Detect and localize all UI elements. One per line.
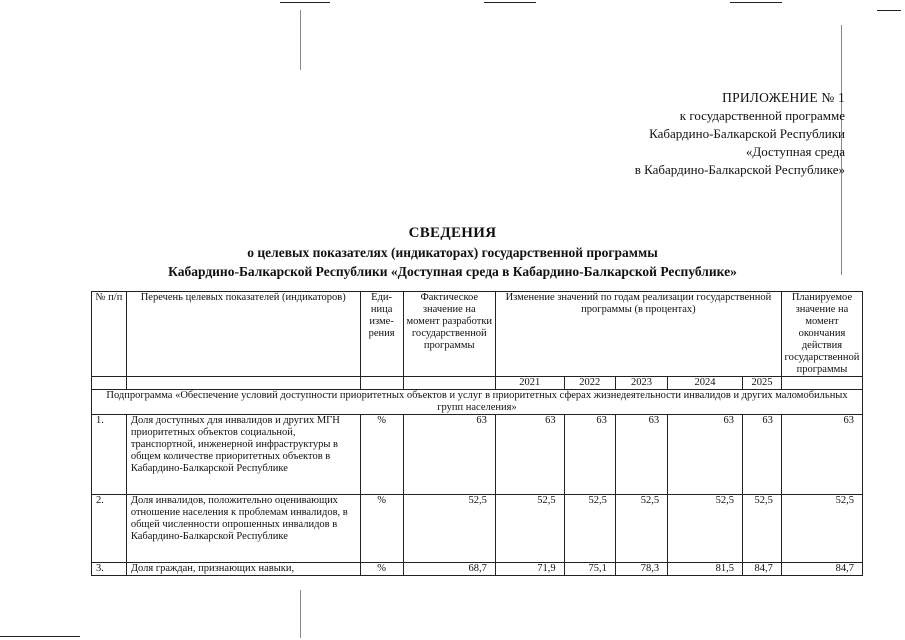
empty-cell <box>781 377 862 390</box>
unit-cell: % <box>360 563 403 576</box>
title-line: о целевых показателях (индикаторах) государственной программы <box>247 245 658 260</box>
scan-mark <box>300 590 301 638</box>
year-value: 71,9 <box>495 563 564 576</box>
annex-line: в Кабардино-Балкарской Республике» <box>634 162 845 177</box>
unit-cell: % <box>360 495 403 563</box>
year-value: 63 <box>564 415 615 495</box>
empty-cell <box>92 377 127 390</box>
year-cell: 2025 <box>742 377 781 390</box>
year-value: 52,5 <box>668 495 743 563</box>
header-change: Изменение значений по годам реализации государственной программы (в процентах) <box>495 292 781 377</box>
unit-cell: % <box>360 415 403 495</box>
actual-value: 68,7 <box>403 563 495 576</box>
year-value: 84,7 <box>742 563 781 576</box>
title-heading: СВЕДЕНИЯ <box>408 225 497 241</box>
scan-mark <box>484 2 536 3</box>
empty-cell <box>403 377 495 390</box>
subprogram-row <box>92 390 863 415</box>
year-cell: 2023 <box>615 377 667 390</box>
row-number: 2. <box>92 495 127 563</box>
planned-value: 84,7 <box>781 563 862 576</box>
empty-cell <box>360 377 403 390</box>
year-value: 52,5 <box>742 495 781 563</box>
header-actual: Фактическое значение на момент разработки государственной программы <box>403 292 495 377</box>
document-title <box>0 224 905 281</box>
header-planned: Планируемое значение на момент окончания действия государственной программы <box>781 292 862 377</box>
header-unit: Еди-ница изме-рения <box>360 292 403 377</box>
scan-mark <box>280 2 330 3</box>
year-cell: 2021 <box>495 377 564 390</box>
table-row <box>92 495 863 563</box>
actual-value: 63 <box>403 415 495 495</box>
row-number: 3. <box>92 563 127 576</box>
year-value: 78,3 <box>615 563 667 576</box>
header-indicators: Перечень целевых показателей (индикаторов) <box>126 292 360 377</box>
indicators-table <box>91 291 863 576</box>
row-number: 1. <box>92 415 127 495</box>
year-value: 52,5 <box>564 495 615 563</box>
table-row <box>92 415 863 495</box>
year-cell: 2024 <box>668 377 743 390</box>
scan-mark <box>877 10 901 11</box>
header-row <box>92 292 863 377</box>
year-value: 75,1 <box>564 563 615 576</box>
planned-value: 52,5 <box>781 495 862 563</box>
planned-value: 63 <box>781 415 862 495</box>
indicator-name: Доля инвалидов, положительно оценивающих отношение населения к проблемам инвалидов, в общей численности опрошенных инвалидов в Кабардино-Балкарской Республике <box>126 495 360 563</box>
annex-heading: ПРИЛОЖЕНИЕ № 1 <box>722 90 845 105</box>
scan-mark <box>0 636 80 637</box>
subprogram-title: Подпрограмма «Обеспечение условий доступности приоритетных объектов и услуг в приоритетных сферах жизнедеятельности инвалидов и других маломобильных групп населения» <box>92 390 863 415</box>
year-value: 52,5 <box>615 495 667 563</box>
year-value: 63 <box>668 415 743 495</box>
scan-mark <box>300 10 301 70</box>
year-value: 81,5 <box>668 563 743 576</box>
indicator-name: Доля доступных для инвалидов и других МГН приоритетных объектов социальной, транспортной, инженерной инфраструктуры в общем количестве приоритетных объектов в Кабардино-Балкарской Республике <box>126 415 360 495</box>
actual-value: 52,5 <box>403 495 495 563</box>
header-number: № п/п <box>92 292 127 377</box>
indicator-name: Доля граждан, признающих навыки, <box>126 563 360 576</box>
year-cell: 2022 <box>564 377 615 390</box>
year-value: 63 <box>615 415 667 495</box>
scan-mark <box>730 2 782 3</box>
empty-cell <box>126 377 360 390</box>
year-value: 63 <box>742 415 781 495</box>
year-value: 63 <box>495 415 564 495</box>
title-line: Кабардино-Балкарской Республики «Доступная среда в Кабардино-Балкарской Республике» <box>168 264 737 279</box>
annex-block <box>585 89 845 179</box>
year-value: 52,5 <box>495 495 564 563</box>
annex-line: «Доступная среда <box>745 144 845 159</box>
table-row <box>92 563 863 576</box>
years-row <box>92 377 863 390</box>
annex-line: к государственной программе <box>679 108 845 123</box>
annex-line: Кабардино-Балкарской Республики <box>649 126 845 141</box>
